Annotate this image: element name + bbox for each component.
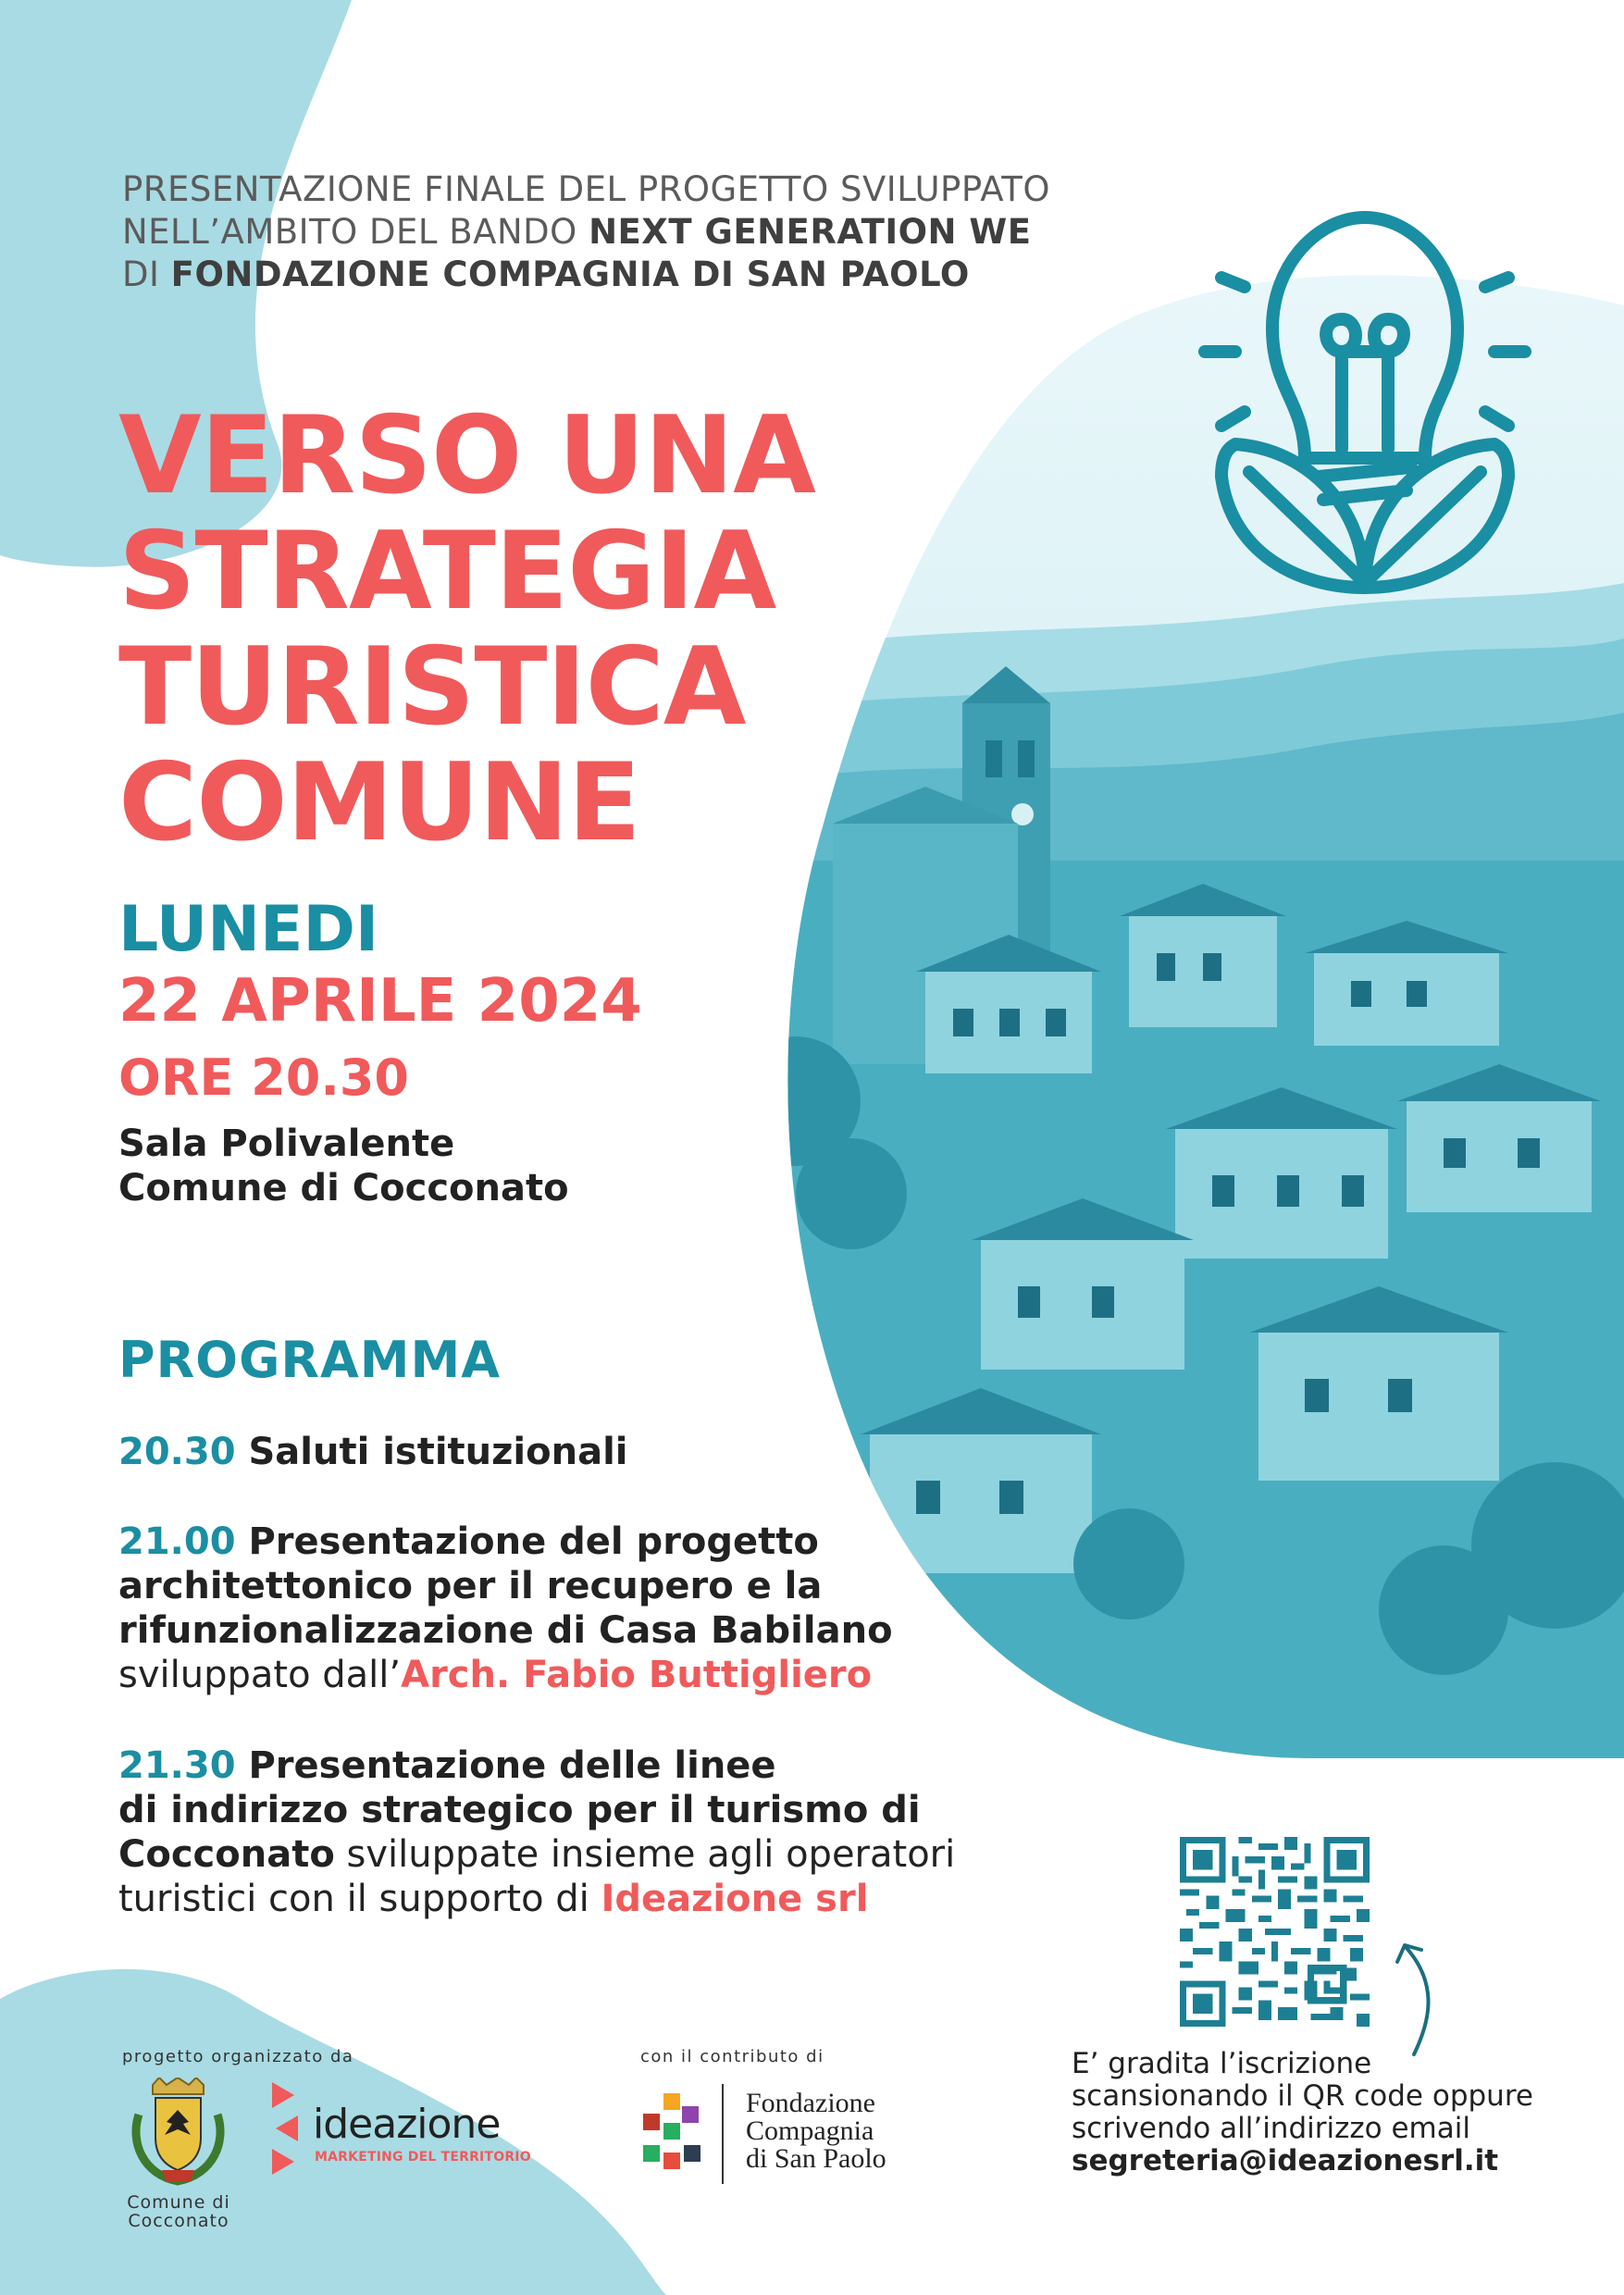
intro-line-2-bold: NEXT GENERATION WE (589, 212, 1032, 252)
programme-item-text: Saluti istituzionali (235, 1431, 628, 1473)
programme-item-3 (118, 1743, 1099, 1921)
headline-line-2: STRATEGIA (118, 509, 776, 634)
curved-arrow-icon (1388, 1920, 1462, 2059)
programme-item-text: turistici con il supporto di (118, 1878, 601, 1920)
organized-by-label: progetto organizzato da (122, 2047, 354, 2066)
programme-item-text: Presentazione del progetto (235, 1520, 819, 1563)
lightbulb-leaf-icon (1194, 180, 1536, 615)
programme-title: PROGRAMMA (118, 1331, 502, 1389)
event-venue (118, 1122, 569, 1210)
venue-line-2: Comune di Cocconato (118, 1167, 569, 1210)
ideazione-logo-icon (268, 2082, 302, 2175)
programme-item-time: 21.00 (118, 1520, 236, 1563)
programme-item-text: sviluppato dall’ (118, 1654, 402, 1696)
ideazione-tagline: MARKETING DEL TERRITORIO (315, 2150, 531, 2165)
fcsp-name-line-1: Fondazione (746, 2088, 875, 2118)
coat-of-arms-icon (130, 2078, 227, 2189)
venue-line-1: Sala Polivalente (118, 1123, 455, 1165)
programme-item-text: rifunzionalizzazione di Casa Babilano (118, 1609, 893, 1652)
programme-item-text: architettonico per il recupero e la (118, 1565, 823, 1607)
contribution-label: con il contributo di (640, 2047, 824, 2066)
intro-line-1: PRESENTAZIONE FINALE DEL PROGETTO SVILUPPATO (122, 169, 1050, 209)
fcsp-name (746, 2090, 886, 2173)
fcsp-name-line-3: di San Paolo (746, 2143, 886, 2174)
programme-item-text: sviluppate insieme agli operatori (334, 1833, 956, 1876)
ideazione-name: ideazione (313, 2101, 501, 2148)
comune-name-line-1: Comune di (127, 2192, 230, 2213)
registration-line-1: E’ gradita l’iscrizione (1072, 2047, 1372, 2080)
partner-name: Ideazione srl (601, 1878, 869, 1920)
programme-item-text: Presentazione delle linee (235, 1744, 776, 1787)
headline-line-3: TURISTICA (118, 625, 746, 750)
intro-line-3-prefix: DI (122, 254, 171, 294)
fcsp-logo-icon (643, 2093, 704, 2169)
event-day: LUNEDI (118, 893, 379, 966)
event-time: ORE 20.30 (118, 1048, 409, 1107)
programme-item-time: 20.30 (118, 1431, 236, 1473)
intro-line-2-prefix: NELL’AMBITO DEL BANDO (122, 212, 589, 252)
programme-item-text: Cocconato (118, 1833, 335, 1876)
registration-email-link[interactable]: segreteria@ideazionesrl.it (1072, 2144, 1499, 2177)
headline-line-4: COMUNE (118, 740, 640, 865)
headline (118, 393, 951, 865)
programme-item-1 (118, 1430, 1099, 1474)
fcsp-name-line-2: Compagnia (746, 2115, 874, 2146)
registration-line-3: scrivendo all’indirizzo email (1072, 2112, 1470, 2145)
fcsp-divider (722, 2084, 724, 2184)
intro-text (122, 168, 1140, 296)
registration-info (1072, 2048, 1590, 2177)
programme-item-2 (118, 1520, 1099, 1697)
event-date: 22 APRILE 2024 (118, 967, 642, 1036)
qr-code-icon[interactable] (1180, 1837, 1370, 2027)
intro-line-3-bold: FONDAZIONE COMPAGNIA DI SAN PAOLO (170, 254, 970, 294)
headline-line-1: VERSO UNA (118, 393, 815, 518)
programme-item-text: di indirizzo strategico per il turismo di (118, 1789, 921, 1831)
registration-line-2: scansionando il QR code oppure (1072, 2079, 1533, 2113)
comune-name (118, 2193, 239, 2230)
comune-name-line-2: Cocconato (128, 2211, 229, 2231)
programme-item-time: 21.30 (118, 1744, 236, 1787)
speaker-name: Arch. Fabio Buttigliero (401, 1654, 873, 1696)
